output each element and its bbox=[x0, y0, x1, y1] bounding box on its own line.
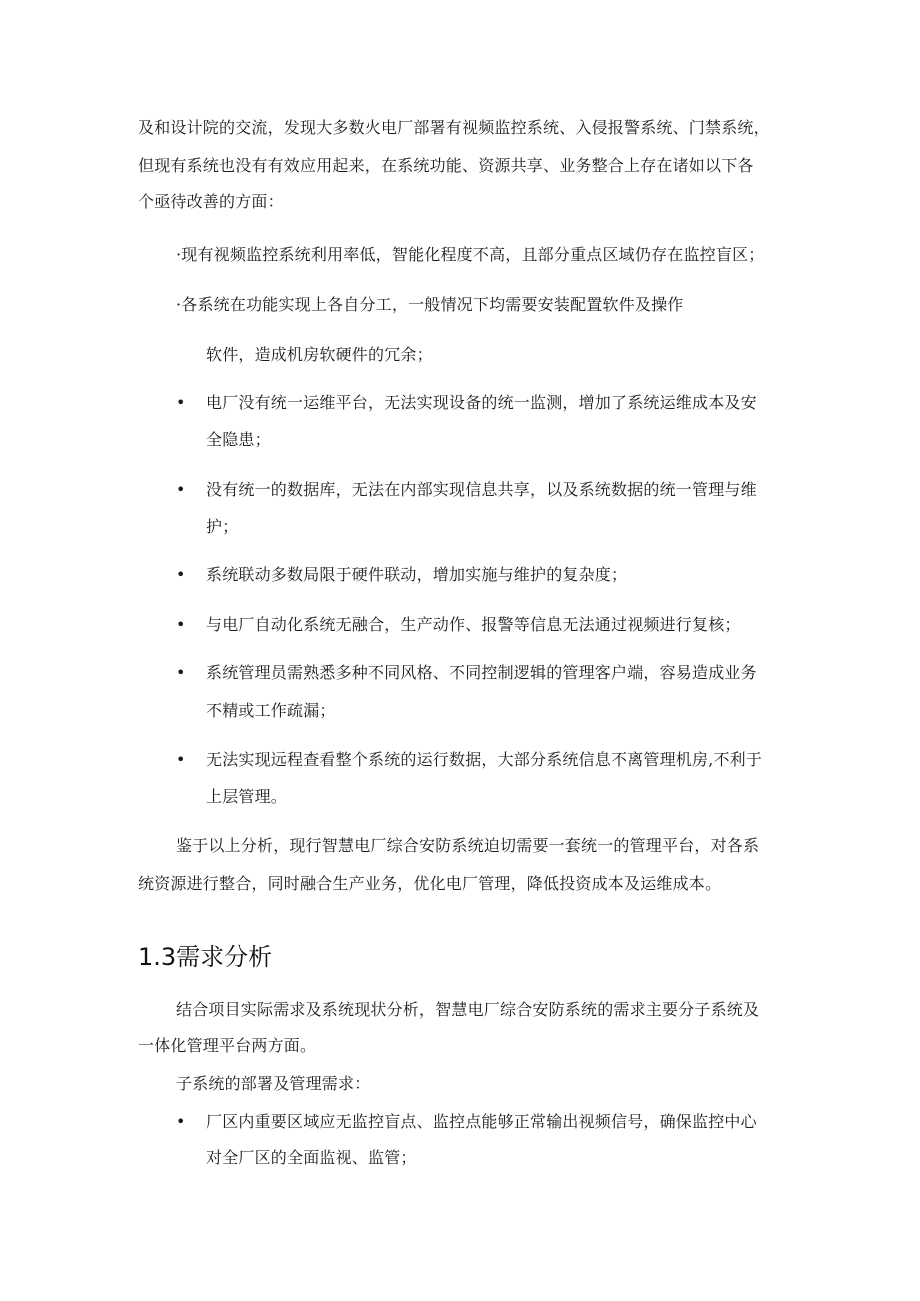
bullet-marker: • bbox=[176, 750, 186, 769]
bullet-2-line-2: 护； bbox=[206, 517, 239, 536]
bullet-1-line-2: 全隐患； bbox=[206, 430, 271, 449]
subsystem-bullet-1-line-2: 对全厂区的全面监视、监管； bbox=[206, 1148, 417, 1167]
bullet-6-line-1: 无法实现远程查看整个系统的运行数据，大部分系统信息不离管理机房,不利于 bbox=[206, 750, 763, 769]
bullet-2-line-1: 没有统一的数据库，无法在内部实现信息共享，以及系统数据的统一管理与维 bbox=[206, 480, 757, 499]
bullet-marker: • bbox=[176, 565, 186, 584]
conclusion-line-1: 鉴于以上分析，现行智慧电厂综合安防系统迫切需要一套统一的管理平台，对各系 bbox=[176, 836, 760, 855]
bullet-5-line-1: 系统管理员需熟悉多种不同风格、不同控制逻辑的管理客户端，容易造成业务 bbox=[206, 663, 757, 682]
bullet-marker: • bbox=[176, 480, 186, 499]
dash-item-2: ·各系统在功能实现上各自分工，一般情况下均需要安装配置软件及操作 bbox=[176, 295, 684, 314]
bullet-6-line-2: 上层管理。 bbox=[206, 787, 288, 806]
analysis-line-1: 结合项目实际需求及系统现状分析，智慧电厂综合安防系统的需求主要分子系统及 bbox=[176, 1000, 760, 1019]
bullet-marker: • bbox=[176, 1112, 186, 1131]
dash-item-1: ·现有视频监控系统利用率低，智能化程度不高，且部分重点区域仍存在监控盲区； bbox=[176, 245, 765, 264]
bullet-4-line-1: 与电厂自动化系统无融合，生产动作、报警等信息无法通过视频进行复核； bbox=[206, 615, 741, 634]
subsystem-title: 子系统的部署及管理需求： bbox=[176, 1074, 371, 1093]
subsystem-bullet-1-line-1: 厂区内重要区域应无监控盲点、监控点能够正常输出视频信号，确保监控中心 bbox=[206, 1112, 757, 1131]
bullet-1-line-1: 电厂没有统一运维平台，无法实现设备的统一监测，增加了系统运维成本及安 bbox=[206, 393, 757, 412]
intro-line-2: 但现有系统也没有有效应用起来，在系统功能、资源共享、业务整合上存在诸如以下各 bbox=[138, 156, 754, 175]
section-heading: 1.3需求分析 bbox=[138, 943, 273, 971]
bullet-marker: • bbox=[176, 393, 186, 412]
conclusion-line-2: 统资源进行整合，同时融合生产业务，优化电厂管理，降低投资成本及运维成本。 bbox=[138, 874, 722, 893]
bullet-marker: • bbox=[176, 615, 186, 634]
dash-item-2-continuation: 软件，造成机房软硬件的冗余； bbox=[206, 345, 433, 364]
bullet-3-line-1: 系统联动多数局限于硬件联动，增加实施与维护的复杂度； bbox=[206, 565, 628, 584]
intro-line-1: 及和设计院的交流，发现大多数火电厂部署有视频监控系统、入侵报警系统、门禁系统， bbox=[138, 118, 770, 137]
bullet-marker: • bbox=[176, 663, 186, 682]
analysis-line-2: 一体化管理平台两方面。 bbox=[138, 1036, 317, 1055]
intro-line-3: 个亟待改善的方面： bbox=[138, 192, 284, 211]
bullet-5-line-2: 不精或工作疏漏； bbox=[206, 701, 336, 720]
